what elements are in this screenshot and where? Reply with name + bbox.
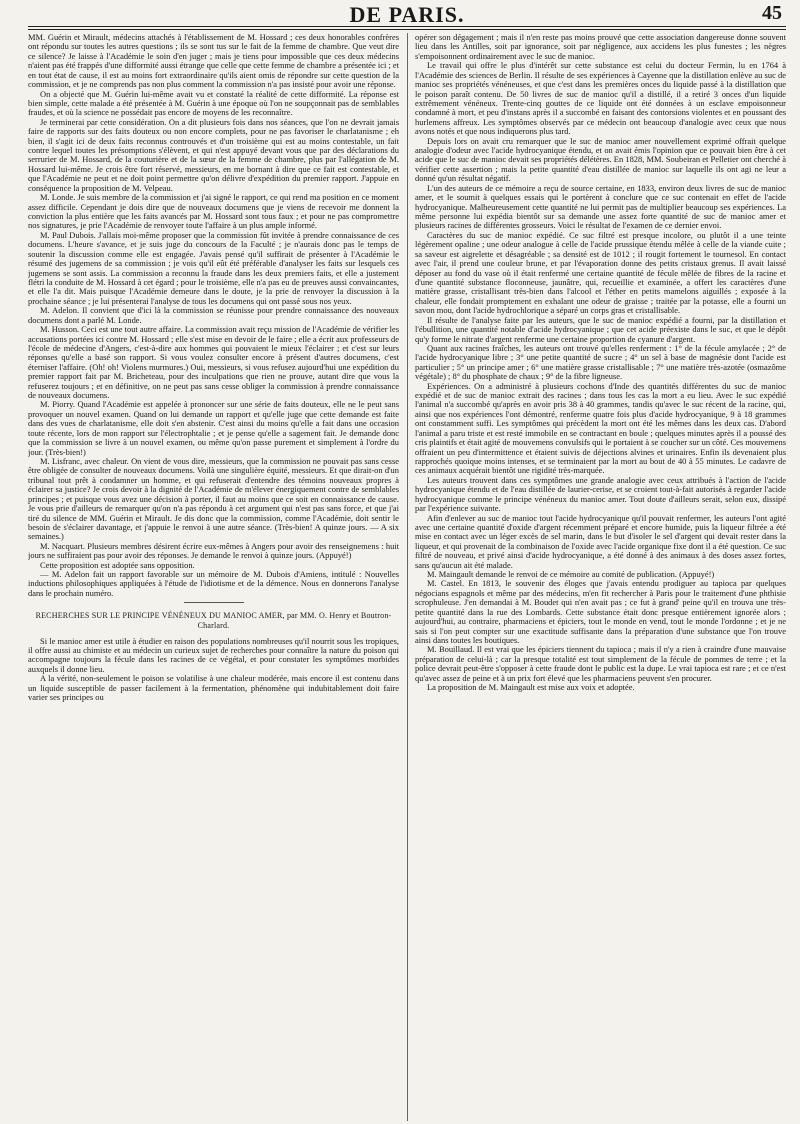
section-title: RECHERCHES SUR LE PRINCIPE VÉNÉNEUX DU MANIOC AMER, par MM. O. Henry et Boutron-Charlard. (35, 611, 392, 630)
paragraph: — M. Adelon fait un rapport favorable sur un mémoire de M. Dubois d'Amiens, intitulé : Nouvelles inductions philosophiques appliquées à l'étude de l'idiotisme et de la démence. Nous en donnerons l'analyse dans le prochain numéro. (28, 569, 399, 598)
paragraph: M. Husson. Ceci est une tout autre affaire. La commission avait reçu mission de l'Académie de vérifier les accusations portées ici contre M. Hossard ; elle s'est mise en devoir de le faire ; elle a écrit aux professeurs de l'école de médecine d'Angers, c'est-à-dire aux hommes qui pouvaient le mieux l'éclairer ; et c'est sur leurs réponses qu'elle a basé son rapport. Si vous voulez consulter encore à présent d'autres documens, c'est éterniser l'affaire. (Oh! oh! Violens murmures.) Oui, messieurs, si vous refusez aujourd'hui une expédition du premier rapport fait par M. Bricheteau, pour des inculpations que rien ne prouve, autant dire que vous la refuserez toujours ; et en définitive, on ne peut pas sans cesse obliger la commission à prendre connaissance de nouveaux documens. (28, 324, 399, 401)
paragraph: MM. Guérin et Mirault, médecins attachés à l'établissement de M. Hossard ; ces deux honorables confrères ont répondu sur toutes les autres questions ; ils se sont tus sur le fait de la femme de chambre. Que veut dire ce silence? Je laisse à l'Académie le soin d'en juger ; mais je tiens pour impossible que ces deux médecins n'aient pas été frappés d'une difformité aussi étrange que celle que cette femme de chambre a présentée ici ; et en tout état de cause, il est au moins fort extraordinaire qu'ils aient omis de répondre sur cette question de la commission, et je ne comprends pas non plus comment la commission n'a pas insisté pour avoir une réponse. (28, 33, 399, 90)
paragraph: M. Londe. Je suis membre de la commission et j'ai signé le rapport, ce qui rend ma position en ce moment assez difficile. Cependant je dois dire que de nouveaux documens que je viens de recevoir me donnent la conviction la plus entière que les faits avancés par M. Hossard sont tous faux ; et pour ne pas compromettre nos signatures, je prie l'Académie de renvoyer toute l'affaire à un plus ample informé. (28, 192, 399, 231)
paragraph: Depuis lors on avait cru remarquer que le suc de manioc amer nouvellement exprimé offrait quelque analogie d'odeur avec l'acide hydrocyanique étendu, et on avait émis l'opinion que ce pouvait bien être à cet acide que le suc de manioc devait ses propriétés délétères. En 1828, MM. Soubeiran et Pelletier ont cherché à vérifier cette assertion ; mais la petite quantité d'eau distillée de manioc sur laquelle ils ont agi ne leur a donné qu'un résultat négatif. (415, 135, 786, 184)
paragraph: Expériences. On a administré à plusieurs cochons d'Inde des quantités différentes du suc de manioc expédié et de suc de manioc extrait des racines ; dans tous les cas la mort a eu lieu. Avec le suc expédié l'animal n'a succombé qu'après en avoir pris 38 à 40 grammes, tandis qu'avec le suc récent de la racine, qui, ainsi que nos expériences l'ont démontré, renferme quatre fois plus d'acide hydrocyanique, 9 à 18 grammes ont constamment suffi. Les symptômes qui précèdent la mort ont été les mêmes dans les deux cas. D'abord l'animal a paru triste et est resté immobile en se contractant en boule ; quelques minutes après il a poussé des cris plaintifs et était agité de mouvemens convulsifs qui le portaient à se coucher sur un côté. Ces mouvemens offraient un peu d'intermittence et étaient suivis de déjections alvines et urinaires. Enfin ils devenaient plus rapprochés quoique moins intenses, et se terminaient par la mort au bout de 40 à 55 minutes. Le cadavre de ces animaux acquérait bientôt une rigidité très-marquée. (415, 380, 786, 476)
paragraph: M. Paul Dubois. J'allais moi-même proposer que la commission fût invitée à prendre connaissance de ces documens. L'heure s'avance, et je suis juge du concours de la Faculté ; je n'aurais donc pas le temps de soutenir la discussion comme elle est engagée. J'avais pensé qu'il suffirait de présenter à l'Académie le résumé des jugemens de sa commission ; je vois qu'il eût été préférable d'analyser les faits sur lesquels ces jugemens se sont assis. La commission a reconnu la fraude dans les deux premiers faits, et elle a justement flétri la conduite de M. Hossard à cet égard ; pour le troisième, elle n'a pas eu de preuves aussi convaincantes, et elle l'a dit. Mais puisque l'Académie demeure dans le doute, je la prie de renvoyer la discussion à la prochaine séance ; je lui présenterai l'analyse de tous les documens qui ont passé sous nos yeux. (28, 229, 399, 306)
paragraph: Le travail qui offre le plus d'intérêt sur cette substance est celui du docteur Fermin, lu en 1764 à l'Académie des sciences de Berlin. Il résulte de ses expériences à Cayenne que la distillation enlève au suc de manioc ses propriétés vénéneuses, et que c'est dans les premières onces du liquide passé à la distillation que le poison paraît contenu. De 50 livres de suc de manioc qu'il a distillé, il a retiré 3 onces d'un liquide extrêmement vénéneux. Trente-cinq gouttes de ce liquide ont été données à un esclave empoisonneur condamné à mort, et peu d'instans après il a succombé en faisant des contorsions violentes et en poussant des hurlemens affreux. Les symptômes observés par ce médecin ont beaucoup d'analogie avec ceux que nous avons notés et que nous indiquerons plus tard. (415, 60, 786, 137)
masthead-title: DE PARIS. (349, 2, 465, 27)
paragraph: M. Bouillaud. Il est vrai que les épiciers tiennent du tapioca ; mais il n'y a rien à craindre d'une mauvaise préparation de celui-là ; car la presque totalité est tout simplement de la fécule de pommes de terre ; et la police devrait peut-être s'opposer à cette fraude dont le public est la dupe. Le vrai tapioca est rare ; et ce n'est qu'avec assez de peine et à un prix fort élevé que les pharmaciens peuvent s'en procurer. (415, 644, 786, 683)
paragraph: M. Lisfranc, avec chaleur. On vient de vous dire, messieurs, que la commission ne pouvait pas sans cesse être obligée de consulter de nouveaux documens. Voilà une singulière équité, messieurs. Et que dirait-on d'un tribunal tout prêt à condamner un homme, et qui refuserait d'entendre des témoins nouveaux propres à éclairer sa justice? Je crois devoir à la dignité de l'Académie de m'élever énergiquement contre de semblables principes ; et puisque vous avez une décision à porter, il faut au moins que ce soit en connaissance de cause. Je vous prie d'ailleurs de remarquer qu'on n'a pas répondu à cet argument qui n'est pas sans force, et que j'ai tiré du silence de MM. Guérin et Mirault. Je dis donc que la commission, comme l'Académie, doit sentir le besoin de s'éclairer davantage, et j'appuie le renvoi à une autre séance. (Très-bien! A quinze jours. — A six semaines.) (28, 455, 399, 542)
paragraph: Il résulte de l'analyse faite par les auteurs, que le suc de manioc expédié a fourni, par la distillation et l'ébullition, une quantité notable d'acide hydrocyanique ; que cet acide préexiste dans le suc, et que le dépôt qu'y forme le nitrate d'argent renferme une certaine proportion de cyanure d'argent. (415, 314, 786, 344)
paragraph: Si le manioc amer est utile à étudier en raison des populations nombreuses qu'il nourrit sous les tropiques, il offre aussi au chimiste et au médecin un curieux sujet de recherches pour connaître la nature du poison qui accompagne toujours la fécule dans les racines de ce végétal, et pour constater les symptômes morbides auxquels il donne lieu. (28, 635, 399, 674)
paragraph: Caractères du suc de manioc expédié. Ce suc filtré est presque incolore, ou plutôt il a une teinte légèrement opaline ; une odeur analogue à celle de l'acide prussique étendu mêlée à celle de la viande cuite ; sa saveur est aigrelette et désagréable ; sa densité est de 1012 ; il rougit fortement le tournesol. En contact avec l'air, il prend une couleur brune, et par l'évaporation donne des petits cristaux grenus. Il avait laissé déposer au fond du vase où il était renfermé une certaine quantité de fécule mêlée de fibres de la racine et d'une quantité substance floconneuse, jaunâtre, qui, recueillie et examinée, a offert les caractères d'une matière grasse, cristallisant très-bien dans l'alcool et l'éther en petits mamelons aiguillés ; exposée à la chaleur, elle fondait promptement en exhalant une odeur de graisse ; traitée par la potasse, elle a fourni un savon mou, dont l'acide hydrochlorique a séparé un corps gras et cristallisable. (415, 229, 786, 316)
paragraph: Les auteurs trouvent dans ces symptômes une grande analogie avec ceux attribués à l'action de l'acide hydrocyanique étendu et de l'eau distillée de laurier-cerise, et se croient tout-à-fait autorisés à regarder l'acide hydrocyanique comme le principe vénéneux du manioc amer. Tout doute d'ailleurs serait, selon eux, dissipé par l'expérience suivante. (415, 474, 786, 514)
left-column (28, 33, 399, 1121)
paragraph: Quant aux racines fraîches, les auteurs ont trouvé qu'elles renferment : 1° de la fécule amylacée ; 2° de l'acide hydrocyanique libre ; 3° une petite quantité de sucre ; 4° un sel à base de magnésie dont l'acide est particulier ; 5° un principe amer ; 6° une matière grasse cristallisable ; 7° une matière très-azotée (osmazôme végétale) ; 8° du phosphate de chaux ; 9° de la fibre ligneuse. (415, 342, 786, 382)
paragraph: Afin d'enlever au suc de manioc tout l'acide hydrocyanique qu'il pouvait renfermer, les auteurs l'ont agité avec une certaine quantité d'oxide d'argent récemment préparé et encore humide, puis la liqueur filtrée a été mise en contact avec un léger excès de sel marin, dans le but d'isoler le sel d'argent qui devait rester dans la liqueur, et qui provenait de la combinaison de l'oxide avec l'acide organique fixe dont il a été question. Ce suc filtré de nouveau, et privé ainsi d'acide hydrocyanique, a été donné à des animaux à des doses assez fortes, sans qu'aucun ait été malade. (415, 512, 786, 570)
paragraph: On a objecté que M. Guérin lui-même avait vu et constaté la réalité de cette difformité. La réponse est bien simple, cette malade a été présentée à M. Guérin à une époque où l'on ne soupçonnait pas de semblables fraudes, et où la science ne possédait pas encore de moyens de les reconnaître. (28, 88, 399, 118)
paragraph: M. Maingault demande le renvoi de ce mémoire au comité de publication. (Appuyé!) (427, 569, 715, 580)
page-header (28, 0, 786, 26)
paragraph: L'un des auteurs de ce mémoire a reçu de source certaine, en 1833, environ deux livres de suc de manioc amer, et le soumit à quelques essais qui le portèrent à conclure que ce suc contenait en effet de l'acide hydrocyanique. Malheureusement cette quantité ne lui permit pas de multiplier beaucoup ses expériences. La même personne lui expédia bientôt sur sa demande une assez forte quantité de suc de manioc amer et plusieurs racines de différentes grosseurs. Voici le résultat de l'examen de ce dernier envoi. (415, 182, 786, 231)
paragraph: Cette proposition est adoptée sans opposition. (40, 559, 195, 570)
right-column (407, 33, 786, 1121)
paragraph: M. Castel. En 1813, le souvenir des éloges que j'avais entendu prodiguer au tapioca par quelques négocians espagnols et même par des médecins, m'en fit rechercher à Paris pour le traitement d'une phthisie scrophuleuse. J'en demandai à M. Boudet qui n'en avait pas ; ce fut à grand' peine qu'il en trouva une très-petite quantité dans la rue des Lombards. Cette substance était donc presque entièrement ignorée alors ; aujourd'hui, au contraire, pharmaciens et épiciers, tout le monde en vend, tout le monde l'ordonne ; et je ne sais si l'on peut compter sur une exactitude suffisante dans la préparation d'une substance que l'on trouve ainsi dans toutes les boutiques. (415, 578, 786, 645)
paragraph: La proposition de M. Maingault est mise aux voix et adoptée. (427, 682, 635, 693)
paragraph: A la vérité, non-seulement le poison se volatilise à une chaleur modérée, mais encore il est contenu dans un liquide susceptible de passer facilement à la fermentation, phénomène qui indubitablement doit faire varier ses principes ou (28, 673, 399, 703)
section-divider (184, 602, 244, 603)
text-columns (28, 33, 786, 1121)
paragraph: M. Adelon. Il convient que d'ici là la commission se réunisse pour prendre connaissance des nouveaux documens dont a parlé M. Londe. (28, 305, 399, 325)
paragraph: M. Piorry. Quand l'Académie est appelée à prononcer sur une série de faits douteux, elle ne le peut sans provoquer un nouvel examen. Quand on lui demande un rapport et qu'elle juge que cette demande est faite dans des vues de charlatanisme, elle doit s'en abstenir. C'est ainsi du moins qu'elle a fait dans une occasion toute récente, lors de mon rapport sur l'électrophtalie ; et je pense qu'elle a sagement fait. Je demande donc que la commission se livre à un nouvel examen, ou même qu'on passe purement et simplement à l'ordre du jour. (Très-bien!) (28, 399, 399, 457)
paragraph: M. Nacquart. Plusieurs membres désirent écrire eux-mêmes à Angers pour avoir des renseignemens : huit jours ne suffiraient pas pour avoir des réponses. Je demande le renvoi à quinze jours. (Appuyé!) (28, 540, 399, 561)
page-number: 45 (762, 2, 782, 24)
paragraph: opérer son dégagement ; mais il n'en reste pas moins prouvé que cette association dangereuse donne souvent lieu dans les Antilles, soit par ignorance, soit par négligence, aux accidens les plus funestes ; les nègres s'empoisonnent ordinairement avec le suc de manioc. (415, 33, 786, 61)
paragraph: Je terminerai par cette considération. On a dit plusieurs fois dans nos séances, que l'on ne devrait jamais faire de rapports sur des faits douteux ou non encore complets, pour ne pas favoriser le charlatanisme ; eh bien, il s'agit ici de deux faits reconnus controuvés et d'un troisième qui est au moins contestable, un fait contre lequel toutes les présomptions s'élèvent, et qui n'est appuyé devant vous que par des déclarations du serrurier de M. Hossard, de la couturière et de la sœur de la femme de chambre, plus par l'allégation de M. Hossard lui-même. Je crois être fort réservé, messieurs, en me bornant à dire que ce fait est contestable, et que l'Académie ne peut et ne doit point permettre qu'on délivre d'expédition du premier rapport. J'appuie en conséquence la proposition de M. Velpeau. (28, 116, 399, 193)
